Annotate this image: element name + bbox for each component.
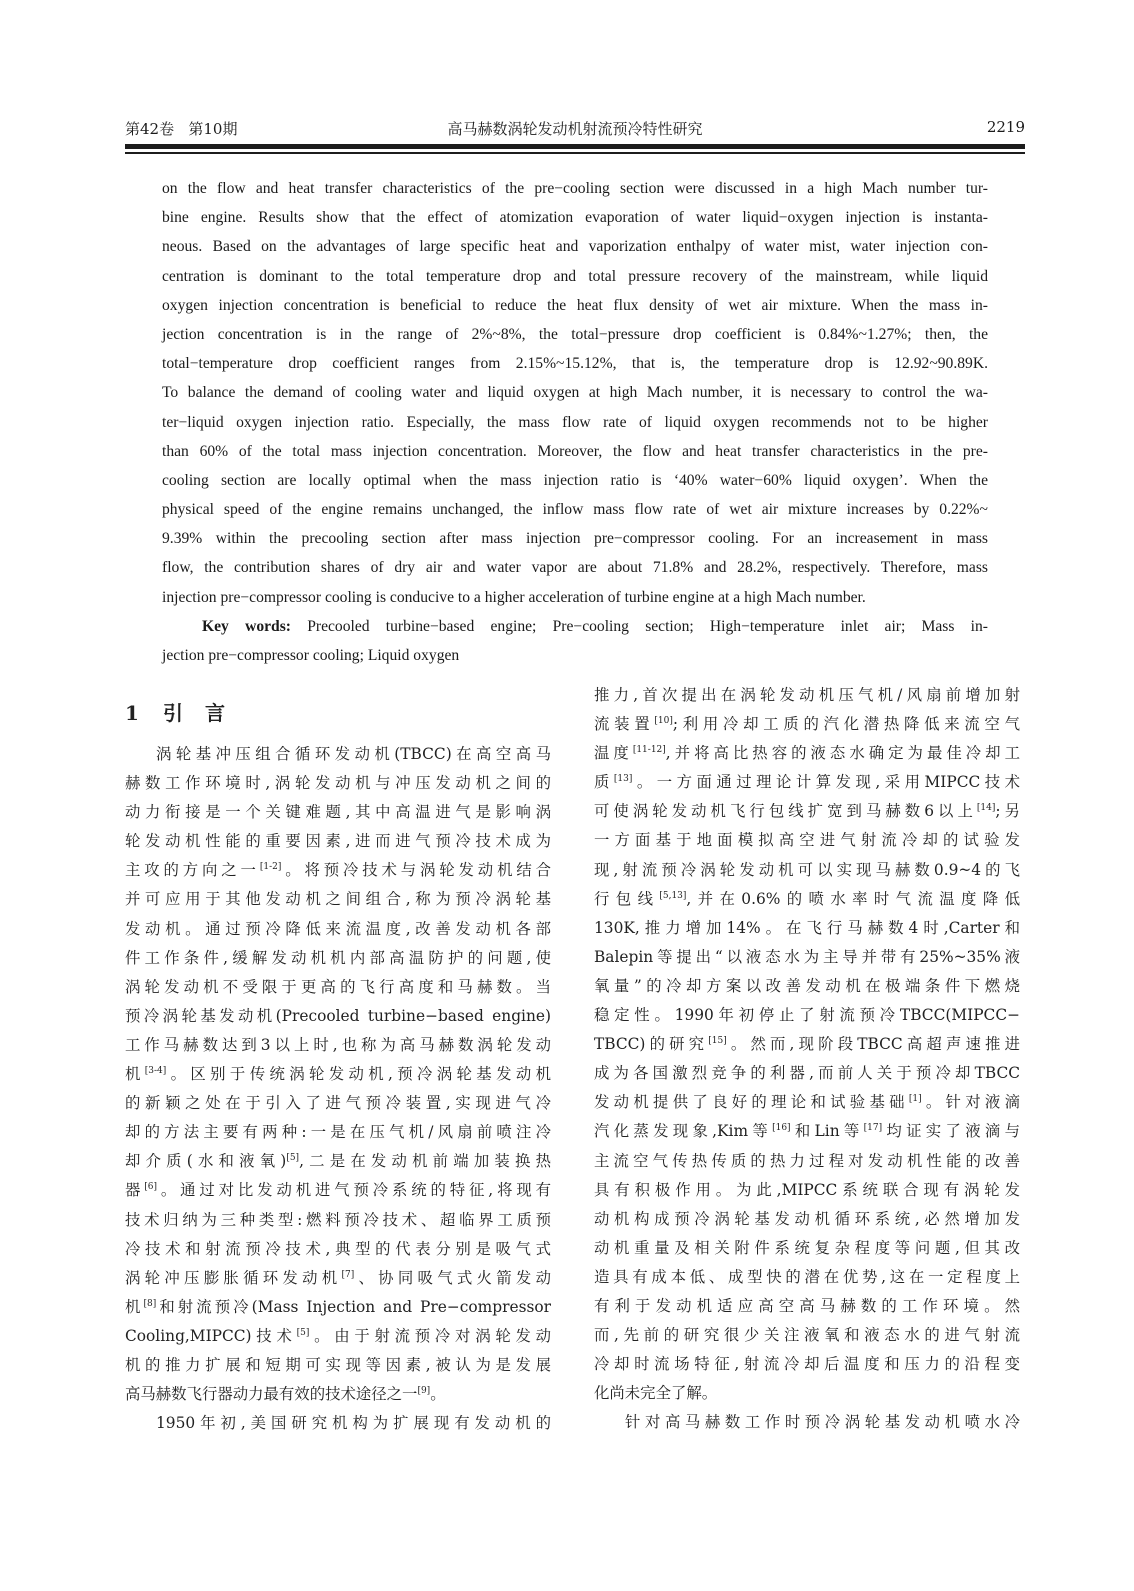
citation-ref: [1] (908, 1094, 922, 1105)
page-number: 2219 (986, 118, 1025, 136)
right-column-body (594, 681, 1020, 1437)
right-column (594, 681, 1020, 1437)
body-text: 、协同吸气式火箭发动 (354, 1268, 551, 1287)
citation-ref: [5] (286, 1153, 300, 1164)
body-text: 。将预冷技术与涡轮发动机结合 (281, 861, 551, 880)
body-line (594, 1263, 1020, 1292)
body-line (125, 915, 551, 944)
body-line (594, 1408, 1020, 1437)
body-text: 。 (430, 1385, 446, 1404)
body-text: 。区别于传统涡轮发动机,预冷涡轮基发动机 (166, 1065, 551, 1084)
citation-ref: [1-2] (259, 862, 282, 873)
abstract-line: on the flow and heat transfer characteristics of the pre−cooling section were discussed in a high Mach number tur- (162, 180, 988, 197)
body-text: ,并在0.6%的喷水率时气流温度降低 (686, 889, 1020, 908)
body-text: 件工作条件,缓解发动机机内部高温防护的问题,使 (125, 948, 551, 967)
body-line (594, 856, 1020, 885)
body-line (125, 856, 551, 885)
body-line (594, 1088, 1020, 1117)
abstract-line: 9.39% within the precooling section after mass injection pre−compressor cooling. For an increasement in mass (162, 530, 988, 548)
body-line (594, 768, 1020, 797)
body-line (125, 1380, 551, 1409)
abstract-line: centration is dominant to the total temperature drop and total pressure recovery of the mainstream, while liquid (162, 267, 988, 285)
body-line (594, 914, 1020, 943)
body-line (594, 1117, 1020, 1146)
body-text: 却的方法主要有两种:一是在压气机/风扇前喷注冷 (125, 1123, 551, 1142)
body-line (594, 1379, 1020, 1408)
citation-ref: [3-4] (144, 1066, 167, 1077)
citation-ref: [17] (863, 1123, 883, 1134)
body-line (125, 973, 551, 1002)
body-text: 一方面基于地面模拟高空进气射流冷却的试验发 (594, 831, 1020, 850)
body-line (594, 1001, 1020, 1030)
keywords-text: Precooled turbine−based engine; Pre−cooling section; High−temperature inlet air; Mass in- (291, 617, 988, 635)
body-line (594, 739, 1020, 768)
body-text: 均证实了液滴与 (882, 1122, 1020, 1141)
body-text: ,并将高比热容的液态水确定为最佳冷却工 (665, 744, 1020, 763)
body-line (125, 769, 551, 798)
abstract-line: injection pre−compressor cooling is conducive to a higher acceleration of turbine engine at a high Mach number. (162, 588, 866, 606)
body-text: 并可应用于其他发动机之间组合,称为预冷涡轮基 (125, 890, 551, 909)
body-text: 而,先前的研究很少关注液氧和液态水的进气射流 (594, 1326, 1020, 1345)
left-column (125, 698, 551, 1438)
body-text: Cooling,MIPCC)技术 (125, 1326, 297, 1345)
body-text: 赫数工作环境时,涡轮发动机与冲压发动机之间的 (125, 774, 551, 793)
body-line (594, 972, 1020, 1001)
body-line (125, 740, 551, 769)
header-rule-thin (125, 152, 1025, 154)
body-text: 却介质(水和液氧) (125, 1152, 287, 1171)
body-line (125, 1118, 551, 1147)
body-text: 质 (594, 773, 614, 792)
body-text: 主攻的方向之一 (125, 861, 260, 880)
body-text: Balepin等提出“以液态水为主导并带有25%~35%液 (594, 947, 1020, 966)
abstract-line: cooling section are locally optimal when the mass injection ratio is ‘40% water−60% liquid oxygen’. When the (162, 471, 988, 489)
body-text: TBCC)的研究 (594, 1035, 709, 1054)
keywords-label: Key words: (202, 617, 291, 635)
body-line (594, 1350, 1020, 1379)
body-text: 1950年初,美国研究机构为扩展现有发动机的 (156, 1414, 551, 1433)
citation-ref: [7] (341, 1269, 355, 1280)
body-text: 器 (125, 1181, 145, 1200)
citation-ref: [15] (708, 1036, 727, 1047)
body-line (125, 1264, 551, 1293)
body-text: 高马赫数飞行器动力最有效的技术途径之一 (125, 1385, 418, 1404)
body-text: 主流空气传热传质的热力过程对发动机性能的改善 (594, 1151, 1020, 1170)
body-text: 机 (125, 1297, 144, 1316)
body-text: 技术归纳为三种类型:燃料预冷技术、超临界工质预 (125, 1210, 551, 1229)
body-text: 针对高马赫数工作时预冷涡轮基发动机喷水冷 (625, 1413, 1020, 1432)
body-line (125, 1351, 551, 1380)
citation-ref: [10] (654, 716, 673, 727)
body-line (125, 827, 551, 856)
header-rule-thick (125, 144, 1025, 149)
body-text: 氧量”的冷却方案以改善发动机在极端条件下燃烧 (594, 976, 1020, 995)
body-text: 工作马赫数达到3以上时,也称为高马赫数涡轮发动 (125, 1035, 551, 1054)
body-line (594, 1030, 1020, 1059)
body-text: 动机构成预冷涡轮基发动机循环系统,必然增加发 (594, 1209, 1020, 1228)
body-text: 。针对液滴 (921, 1093, 1020, 1112)
body-line (594, 681, 1020, 710)
body-line (594, 710, 1020, 739)
body-text: 机 (125, 1065, 145, 1084)
body-text: ;利用冷却工质的汽化潜热降低来流空气 (672, 715, 1020, 734)
running-title: 高马赫数涡轮发动机射流预冷特性研究 (447, 120, 703, 138)
body-text: 冷却时流场特征,射流冷却后温度和压力的沿程变 (594, 1355, 1020, 1374)
body-line (125, 1176, 551, 1205)
citation-ref: [13] (613, 774, 633, 785)
body-line (125, 1089, 551, 1118)
body-text: 行包线 (594, 889, 660, 908)
body-text: 机的推力扩展和短期可实现等因素,被认为是发展 (125, 1355, 551, 1374)
citation-ref: [9] (417, 1386, 431, 1397)
body-line (125, 1293, 551, 1322)
body-text: 有利于发动机适应高空高马赫数的工作环境。然 (594, 1296, 1020, 1315)
body-line (125, 798, 551, 827)
abstract-line: To balance the demand of cooling water and liquid oxygen at high Mach number, it is necessary to control the wa- (162, 384, 988, 402)
body-text: 冷技术和射流预冷技术,典型的代表分别是吸气式 (125, 1239, 551, 1258)
body-text: 。然而,现阶段TBCC高超声速推进 (726, 1035, 1020, 1054)
body-text: 流装置 (594, 715, 655, 734)
body-text: 温度 (594, 744, 633, 763)
left-column-body (125, 740, 551, 1438)
body-text: 涡轮发动机不受限于更高的飞行高度和马赫数。当 (125, 977, 551, 996)
section-number: 1 (125, 701, 139, 725)
body-line (594, 1147, 1020, 1176)
body-text: 涡轮冲压膨胀循环发动机 (125, 1268, 342, 1287)
body-text: ;另 (995, 802, 1020, 821)
body-line (125, 1409, 551, 1438)
body-line (594, 1205, 1020, 1234)
body-line (594, 1176, 1020, 1205)
keywords-line (162, 612, 988, 641)
body-line (125, 1235, 551, 1264)
abstract-line: neous. Based on the advantages of large specific heat and vaporization enthalpy of water mist, water injection con- (162, 238, 988, 256)
body-line (125, 1147, 551, 1176)
citation-ref: [16] (772, 1123, 791, 1134)
body-text: 化尚未完全了解。 (594, 1384, 718, 1403)
body-text: 成为各国激烈竞争的利器,而前人关于预冷却TBCC (594, 1064, 1020, 1083)
citation-ref: [5,13] (659, 890, 687, 901)
citation-ref: [6] (144, 1182, 158, 1193)
keywords-line-continued: jection pre−compressor cooling; Liquid oxygen (162, 647, 460, 664)
body-line (125, 1031, 551, 1060)
body-line (594, 1234, 1020, 1263)
body-text: 。一方面通过理论计算发现,采用MIPCC技术 (632, 773, 1020, 792)
body-line (594, 1292, 1020, 1321)
body-text: 130K,推力增加14%。在飞行马赫数4时,Carter和 (594, 918, 1020, 937)
body-text: 造具有成本低、成型快的潜在优势,这在一定程度上 (594, 1267, 1020, 1286)
body-text: 涡轮基冲压组合循环发动机(TBCC)在高空高马 (156, 745, 551, 763)
abstract-line: jection concentration is in the range of 2%~8%, the total−pressure drop coefficient is 0.84%~1.27%; then, the (162, 325, 988, 343)
body-line (125, 1060, 551, 1089)
body-line (125, 1322, 551, 1351)
abstract-line: oxygen injection concentration is beneficial to reduce the heat flux density of wet air mixture. When the mass in- (162, 296, 988, 314)
body-line (594, 1321, 1020, 1350)
body-text: 稳定性。1990年初停止了射流预冷TBCC(MIPCC− (594, 1006, 1020, 1025)
body-text: 和射流预冷(Mass Injection and Pre−compressor (156, 1297, 551, 1316)
body-text: 。通过对比发动机进气预冷系统的特征,将现有 (157, 1181, 551, 1200)
body-line (125, 885, 551, 914)
body-line (125, 944, 551, 973)
body-text: 。由于射流预冷对涡轮发动 (309, 1326, 551, 1345)
abstract-line: total−temperature drop coefficient ranges from 2.15%~15.12%, that is, the temperature drop is 12.92~90.89K. (162, 355, 988, 373)
section-heading (125, 698, 551, 728)
running-header (125, 118, 1025, 140)
body-text: 可使涡轮发动机飞行包线扩宽到马赫数6以上 (594, 802, 977, 821)
citation-ref: [8] (143, 1298, 157, 1309)
body-line (594, 943, 1020, 972)
abstract-line: than 60% of the total mass injection concentration. Moreover, the flow and heat transfer characteristics in the pre- (162, 442, 988, 460)
citation-ref: [5] (296, 1327, 310, 1338)
body-text: 的新颖之处在于引入了进气预冷装置,实现进气冷 (125, 1094, 551, 1113)
abstract-line: bine engine. Results show that the effect of atomization evaporation of water liquid−oxygen injection is instanta- (162, 209, 988, 227)
section-title: 引言 (163, 701, 247, 725)
body-text: ,二是在发动机前端加装换热 (299, 1152, 551, 1171)
body-text: 汽化蒸发现象,Kim等 (594, 1122, 773, 1141)
abstract-line: flow, the contribution shares of dry air and water vapor are about 71.8% and 28.2%, respectively. Therefore, mass (162, 559, 988, 577)
abstract-line: physical speed of the engine remains unchanged, the inflow mass flow rate of wet air mixture increases by 0.22%~ (162, 501, 988, 519)
body-line (125, 1002, 551, 1031)
body-text: 具有积极作用。为此,MIPCC系统联合现有涡轮发 (594, 1180, 1020, 1199)
citation-ref: [14] (976, 803, 996, 814)
body-text: 动力衔接是一个关键难题,其中高温进气是影响涡 (125, 803, 551, 822)
body-text: 现,射流预冷涡轮发动机可以实现马赫数0.9~4的飞 (594, 860, 1020, 879)
body-text: 发动机提供了良好的理论和试验基础 (594, 1093, 909, 1112)
body-text: 发动机。通过预冷降低来流温度,改善发动机各部 (125, 919, 551, 938)
body-line (125, 1206, 551, 1235)
body-text: 动机重量及相关附件系统复杂程度等问题,但其改 (594, 1238, 1020, 1257)
body-line (594, 797, 1020, 826)
citation-ref: [11-12] (632, 745, 666, 756)
body-text: 和Lin等 (790, 1122, 864, 1141)
abstract-body (162, 174, 988, 612)
volume-issue: 第42卷 第10期 (125, 120, 238, 138)
abstract-line: ter−liquid oxygen injection ratio. Especially, the mass flow rate of liquid oxygen recommends not to be higher (162, 413, 988, 431)
body-text: 预冷涡轮基发动机(Precooled turbine−based engine) (125, 1006, 551, 1025)
body-line (594, 1059, 1020, 1088)
english-abstract (162, 174, 988, 670)
body-text: 推力,首次提出在涡轮发动机压气机/风扇前增加射 (594, 686, 1020, 704)
body-line (594, 885, 1020, 914)
body-text: 轮发动机性能的重要因素,进而进气预冷技术成为 (125, 832, 551, 851)
body-line (594, 826, 1020, 855)
